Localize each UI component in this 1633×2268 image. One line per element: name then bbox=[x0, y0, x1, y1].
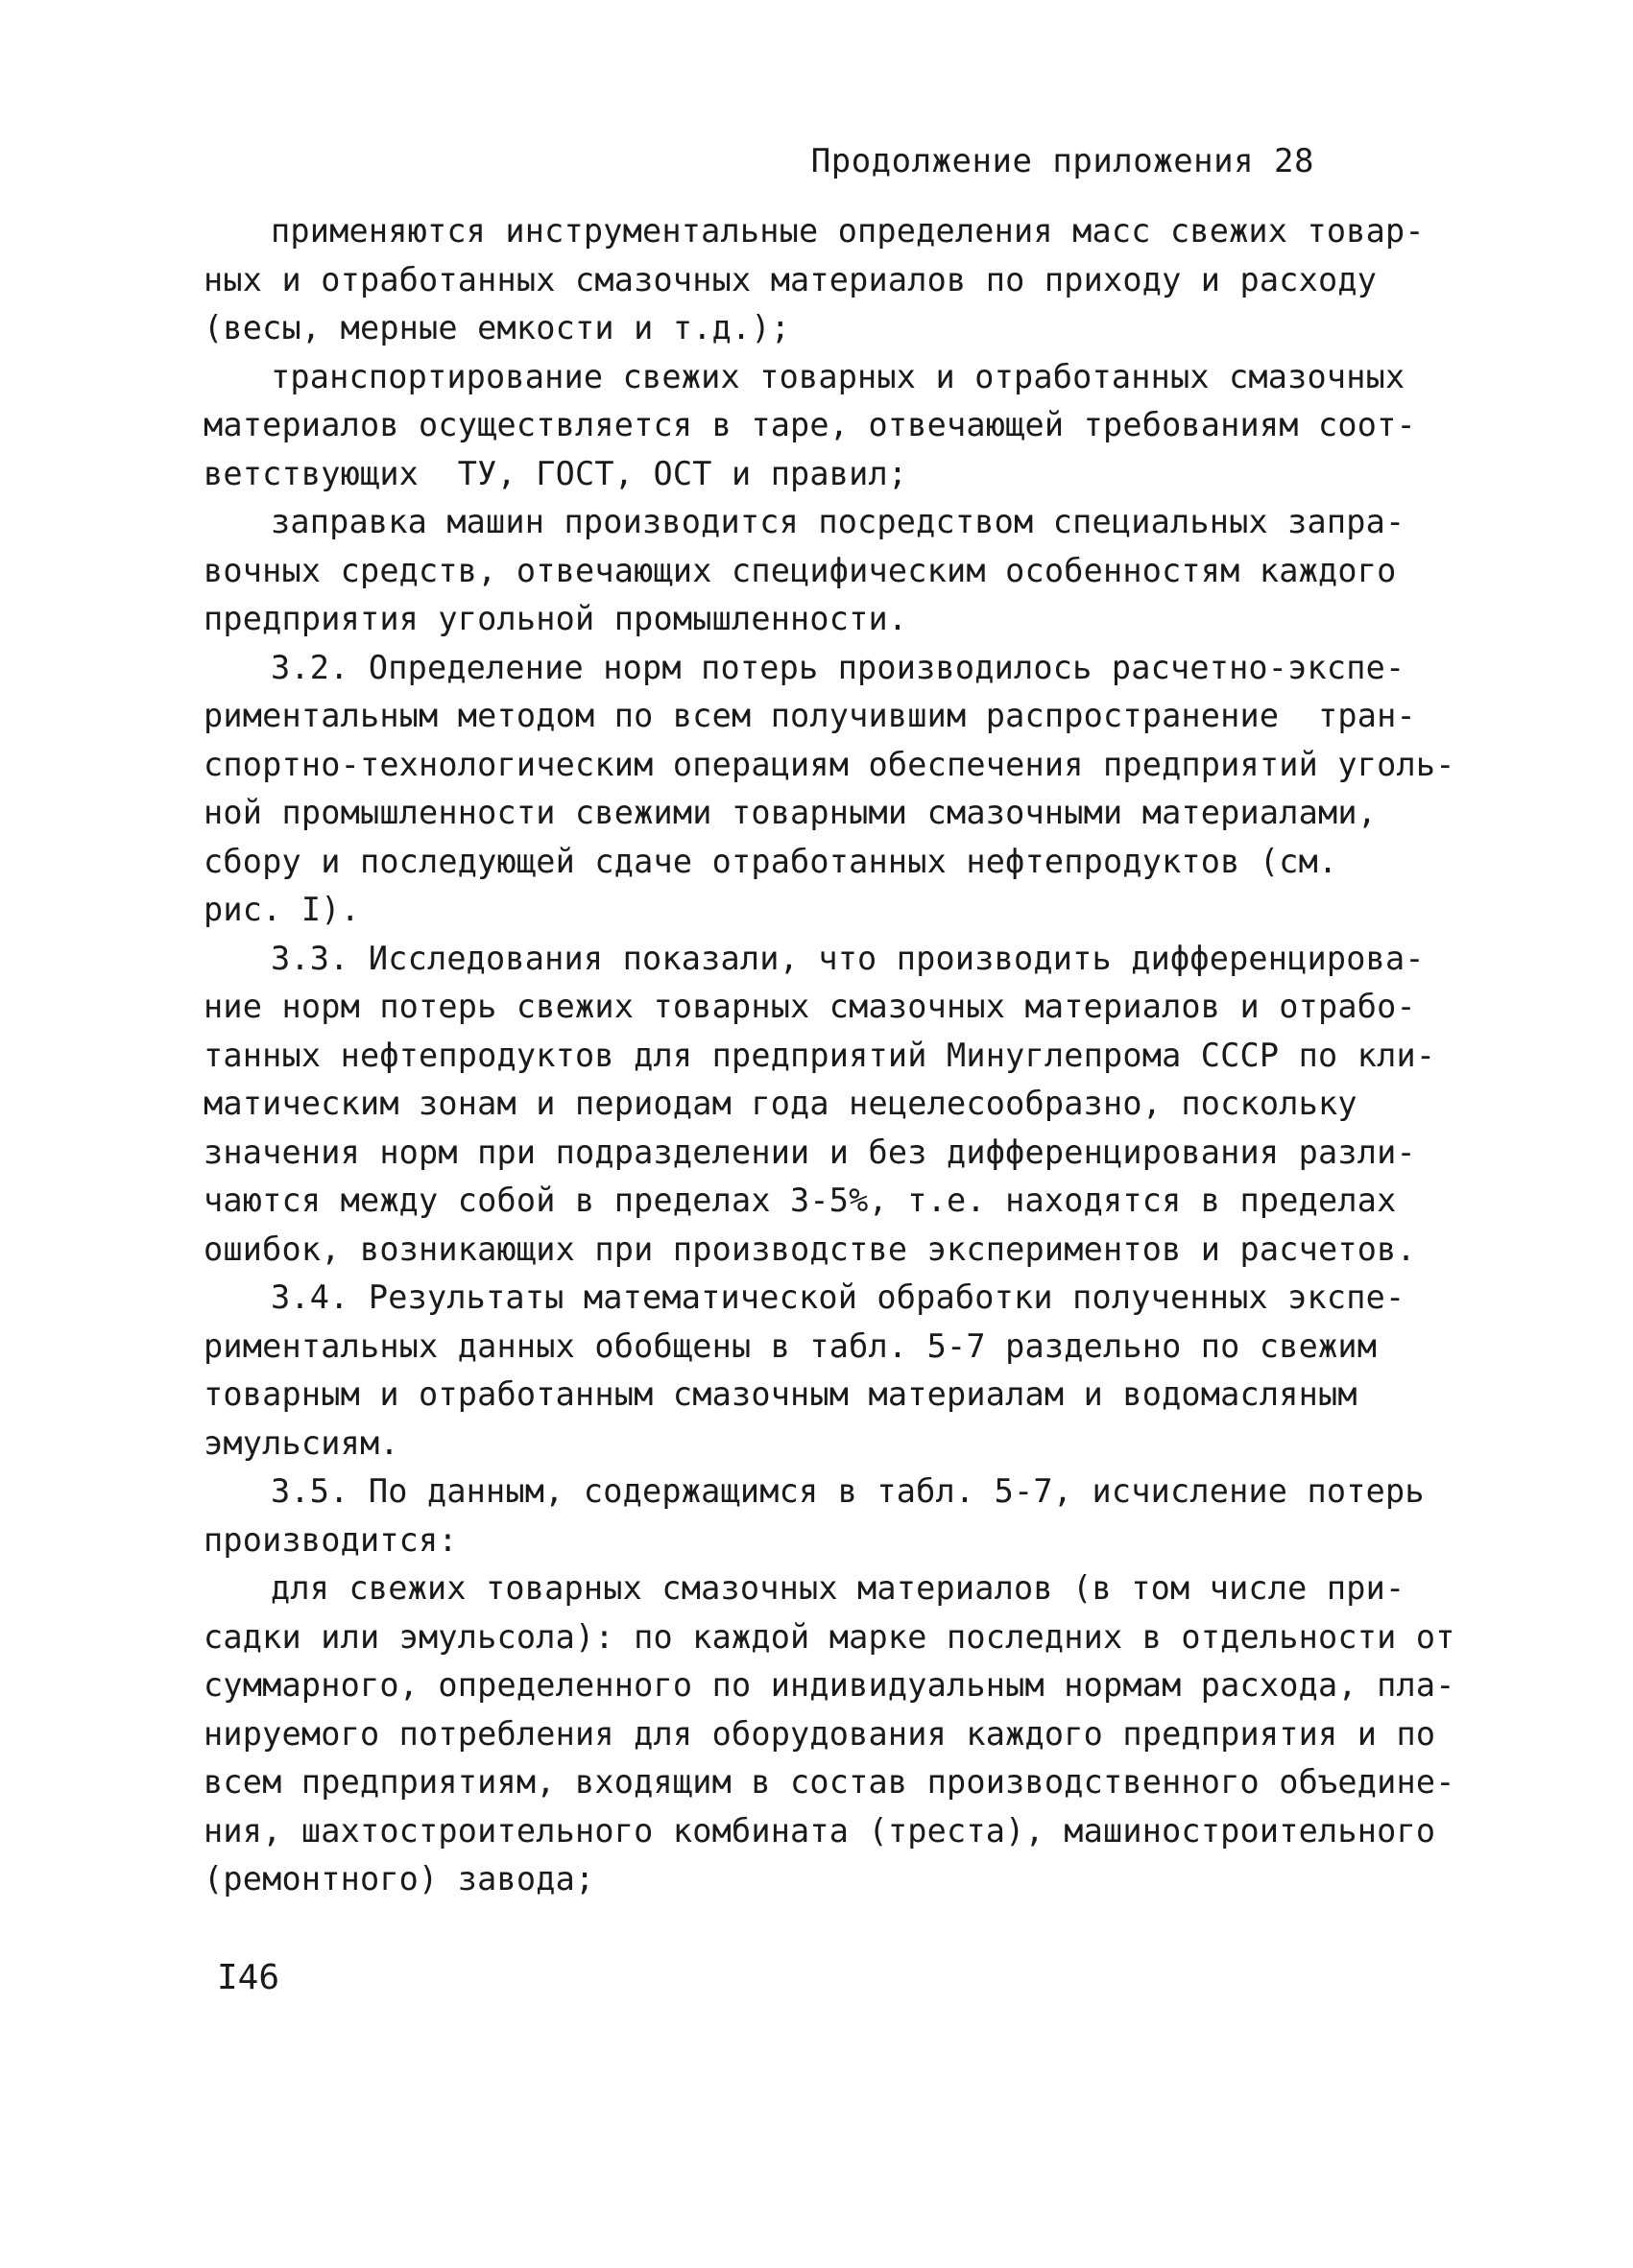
text-line: (весы, мерные емкости и т.д.); bbox=[204, 309, 791, 346]
text-line: производится: bbox=[204, 1520, 458, 1559]
text-line: ошибок, возникающих при производстве экспериментов и расчетов. bbox=[204, 1229, 1416, 1268]
text-line: эмульсиям. bbox=[204, 1423, 399, 1462]
text-line: танных нефтепродуктов для предприятий Минуглепрома СССР по кли- bbox=[204, 1036, 1436, 1074]
text-line: для свежих товарных смазочных материалов (в том числе при- bbox=[271, 1569, 1405, 1607]
text-line: 3.4. Результаты математической обработки полученных экспе- bbox=[271, 1278, 1405, 1316]
text-line: матическим зонам и периодам года нецелесообразно, поскольку bbox=[204, 1085, 1357, 1122]
text-line: ветствующих ТУ, ГОСТ, ОСТ и правил; bbox=[204, 454, 908, 492]
text-line: (ремонтного) завода; bbox=[204, 1860, 595, 1898]
text-line: сбору и последующей сдаче отработанных нефтепродуктов (см. bbox=[204, 842, 1338, 880]
text-line: предприятия угольной промышленности. bbox=[204, 600, 908, 637]
text-line: рис. I). bbox=[204, 891, 360, 928]
text-line: нируемого потребления для оборудования каждого предприятия и по bbox=[204, 1714, 1436, 1753]
page-header: Продолжение приложения 28 bbox=[810, 142, 1314, 180]
text-line: 3.2. Определение норм потерь производилось расчетно-экспе- bbox=[271, 648, 1405, 686]
text-line: вочных средств, отвечающих специфическим особенностям каждого bbox=[204, 551, 1397, 589]
text-line: риментальным методом по всем получившим распространение тран- bbox=[204, 697, 1416, 734]
text-line: ной промышленности свежими товарными смазочными материалами, bbox=[204, 794, 1378, 831]
text-line: риментальных данных обобщены в табл. 5-7 раздельно по свежим bbox=[204, 1326, 1378, 1365]
text-line: ния, шахтостроительного комбината (треста), машиностроительного bbox=[204, 1811, 1436, 1850]
text-line: применяются инструментальные определения масс свежих товар- bbox=[271, 212, 1425, 250]
text-line: ние норм потерь свежих товарных смазочных материалов и отрабо- bbox=[204, 988, 1416, 1025]
text-line: заправка машин производится посредством специальных запра- bbox=[271, 503, 1405, 540]
page-number: I46 bbox=[217, 1958, 280, 1997]
text-line: значения норм при подразделении и без дифференцирования разли- bbox=[204, 1133, 1416, 1171]
text-line: ных и отработанных смазочных материалов по приходу и расходу bbox=[204, 260, 1378, 298]
text-line: чаются между собой в пределах 3-5%, т.е. находятся в пределах bbox=[204, 1182, 1397, 1219]
text-line: 3.3. Исследования показали, что производить дифференцирова- bbox=[271, 939, 1425, 977]
body-text bbox=[204, 207, 1455, 1904]
text-line: всем предприятиям, входящим в состав производственного объедине- bbox=[204, 1763, 1455, 1801]
text-line: спортно-технологическим операциям обеспечения предприятий уголь- bbox=[204, 745, 1455, 783]
text-line: 3.5. По данным, содержащимся в табл. 5-7, исчисление потерь bbox=[271, 1472, 1425, 1510]
text-line: материалов осуществляется в таре, отвечающей требованиям соот- bbox=[204, 406, 1416, 443]
text-line: суммарного, определенного по индивидуальным нормам расхода, пла- bbox=[204, 1666, 1455, 1704]
text-line: садки или эмульсола): по каждой марке последних в отдельности от bbox=[204, 1617, 1455, 1656]
text-line: товарным и отработанным смазочным материалам и водомасляным bbox=[204, 1375, 1357, 1413]
text-line: транспортирование свежих товарных и отработанных смазочных bbox=[271, 357, 1405, 395]
